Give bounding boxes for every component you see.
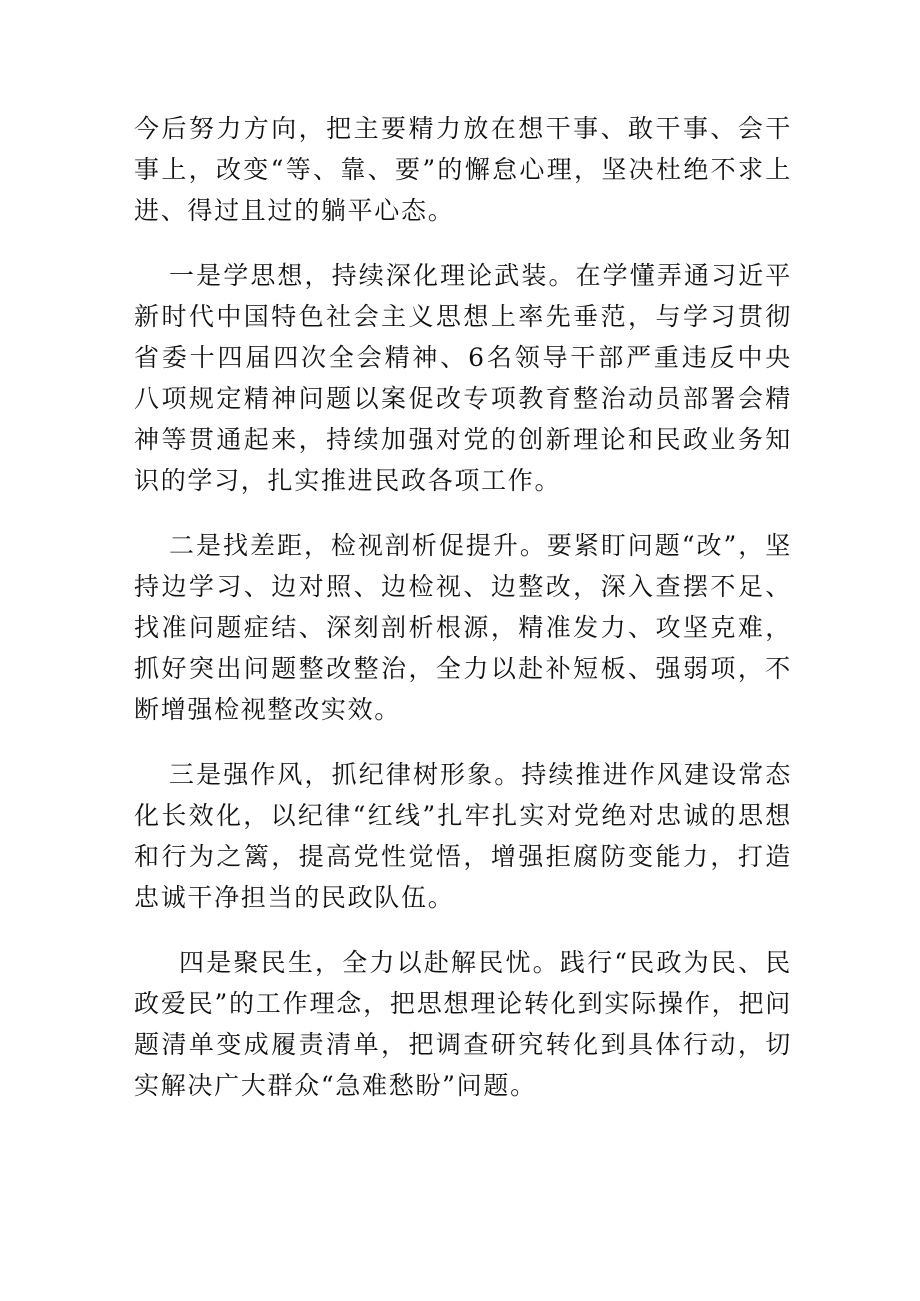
paragraph-study-thought: 一是学思想，持续深化理论武装。在学懂弄通习近平新时代中国特色社会主义思想上率先垂范，与学习贯彻省委十四届四次全会精神、6名领导干部严重违反中央八项规定精神问题以案促改专项教育整治动员部署会精神等贯通起来，持续加强对党的创新理论和民政业务知识的学习，扎实推进民政各项工作。 — [134, 261, 792, 495]
paragraph-strengthen-style: 三是强作风，抓纪律树形象。持续推进作风建设常态化长效化，以纪律“红线”扎牢扎实对党绝对忠诚的思想和行为之篱，提高党性觉悟，增强拒腐防变能力，打造忠诚干净担当的民政队伍。 — [134, 760, 792, 912]
paragraph-find-gaps: 二是找差距，检视剖析促提升。要紧盯问题“改”，坚持边学习、边对照、边检视、边整改，深入查摆不足、找准问题症结、深刻剖析根源，精准发力、攻坚克难，抓好突出问题整改整治，全力以赴补短板、强弱项，不断增强检视整改实效。 — [134, 531, 792, 724]
document-body — [134, 108, 792, 1106]
paragraph-people-livelihood: 四是聚民生，全力以赴解民忧。践行“民政为民、民政爱民”的工作理念，把思想理论转化到实际操作，把问题清单变成履责清单，把调查研究转化到具体行动，切实解决广大群众“急难愁盼”问题。 — [134, 948, 792, 1100]
paragraph-continuation: 今后努力方向，把主要精力放在想干事、敢干事、会干事上，改变“等、靠、要”的懈怠心理，坚决杜绝不求上进、得过且过的躺平心态。 — [134, 114, 792, 225]
